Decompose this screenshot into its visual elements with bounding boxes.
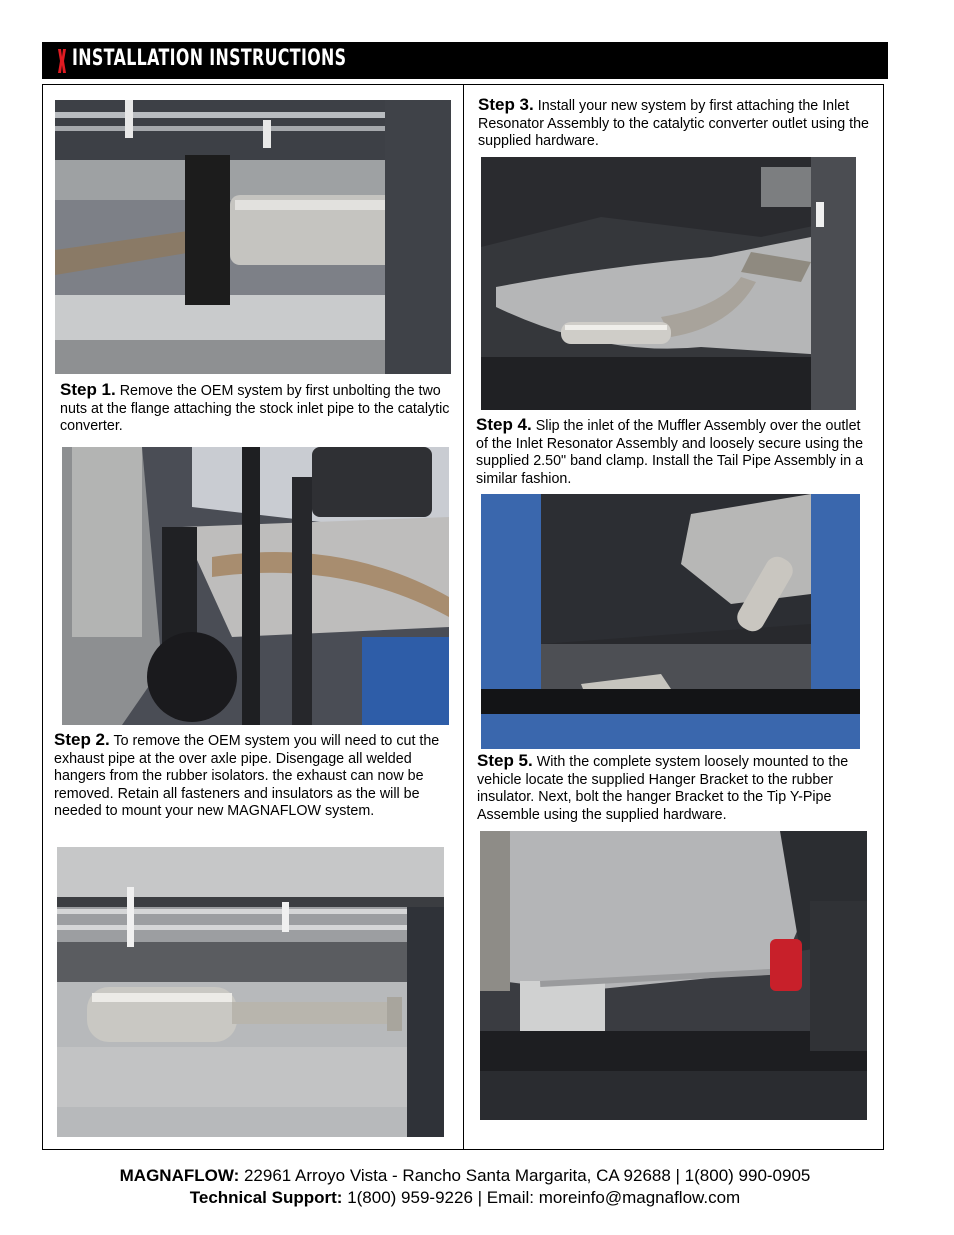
step-5-text: With the complete system loosely mounted to the vehicle locate the supplied Hanger Bracket to the rubber insulator. Next, bolt the hanger Bracket to the Tip Y-Pipe Assemble using the supplied hardware. <box>477 754 849 823</box>
footer-support-text: 1(800) 959-9226 | Email: moreinfo@magnaflow.com <box>347 1188 741 1207</box>
step-4-label: Step 4. <box>476 415 532 434</box>
oem-muffler-photo <box>57 847 444 1137</box>
step-2-instructions <box>54 731 454 821</box>
step-1-text: Remove the OEM system by first unbolting the two nuts at the flange attaching the stock inlet pipe to the catalytic converter. <box>60 383 450 435</box>
step-4-instructions <box>476 416 876 488</box>
step-2-photo <box>62 447 449 725</box>
step-2-text: To remove the OEM system you will need to cut the exhaust pipe at the over axle pipe. Disengage all welded hangers from the rubber isolators. the exhaust can now be removed. Retain all fasteners and insulators as the will be needed to mount your new MAGNAFLOW system. <box>54 733 440 820</box>
step-1-instructions <box>60 381 450 436</box>
step-1-photo <box>55 100 451 374</box>
footer-address: 22961 Arroyo Vista - Rancho Santa Margarita, CA 92688 | 1(800) 990-0905 <box>243 1166 811 1185</box>
step-3-instructions <box>478 96 878 151</box>
step-5-instructions <box>477 752 877 824</box>
step-3-label: Step 3. <box>478 95 534 114</box>
footer-company-label: MAGNAFLOW: <box>119 1166 240 1185</box>
step-5-label: Step 5. <box>477 751 533 770</box>
step-4-text: Slip the inlet of the Muffler Assembly over the outlet of the Inlet Resonator Assembly and loosely secure using the supplied 2.50" band clamp. Install the Tail Pipe Assembly in a similar fashion. <box>476 418 864 487</box>
header-bar <box>42 42 888 79</box>
footer-support-line <box>0 1187 930 1209</box>
page-title: INSTALLATION INSTRUCTIONS <box>72 46 347 71</box>
footer <box>0 1165 930 1209</box>
step-3-photo <box>481 157 856 410</box>
column-divider <box>463 84 464 1150</box>
footer-support-label: Technical Support: <box>189 1188 343 1207</box>
step-4-photo <box>481 494 860 749</box>
step-5-photo <box>480 831 867 1120</box>
step-2-label: Step 2. <box>54 730 110 749</box>
magnaflow-logo-icon <box>57 49 67 73</box>
step-1-label: Step 1. <box>60 380 116 399</box>
footer-address-line <box>0 1165 930 1187</box>
step-3-text: Install your new system by first attaching the Inlet Resonator Assembly to the catalytic converter outlet using the supplied hardware. <box>478 98 869 150</box>
